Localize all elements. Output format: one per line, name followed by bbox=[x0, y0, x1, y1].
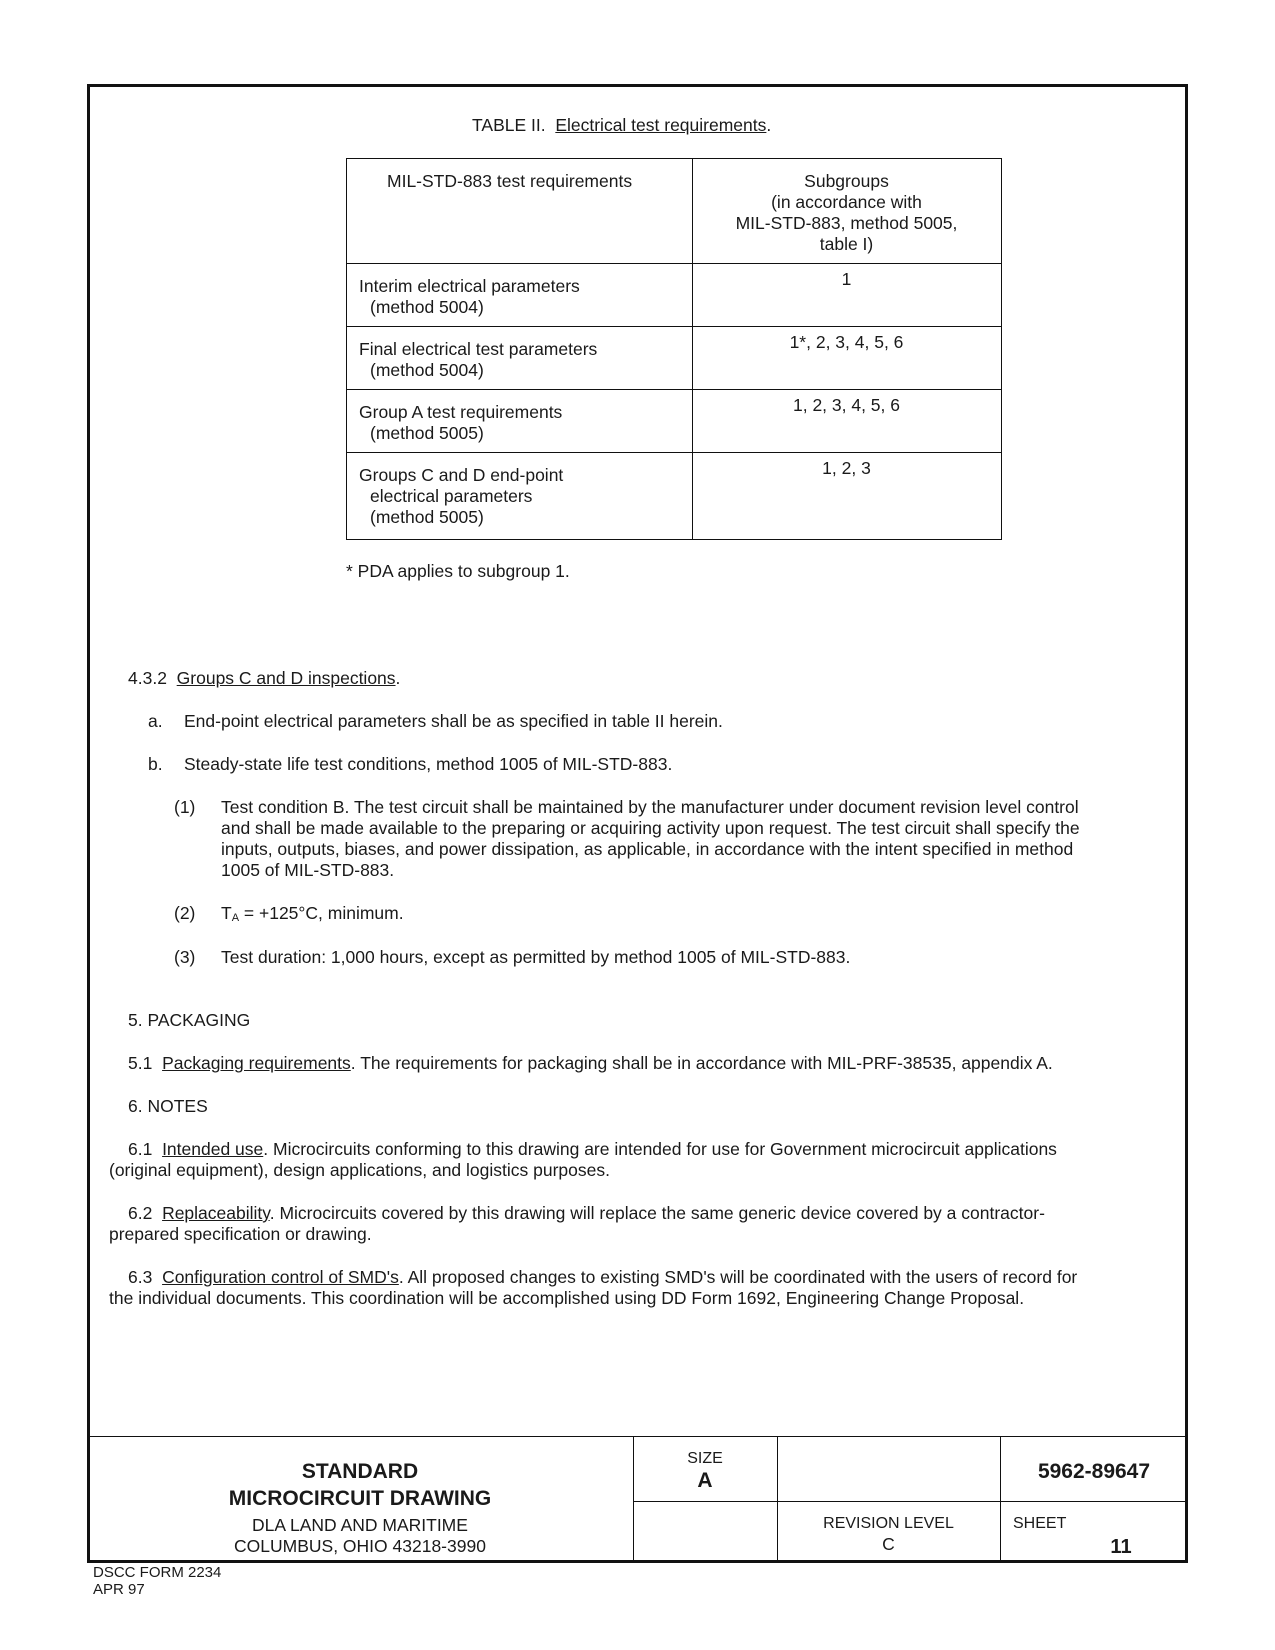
table-row-divider bbox=[347, 452, 1001, 453]
revision-label: REVISION LEVEL bbox=[823, 1515, 954, 1532]
form-number: DSCC FORM 2234 bbox=[93, 1564, 222, 1581]
row-label-line: (method 5005) bbox=[370, 507, 484, 527]
section-text: . Microcircuits covered by this drawing will replace the same generic device covered by a contractor- bbox=[269, 1203, 1045, 1223]
table-row-subgroups: 1, 2, 3, 4, 5, 6 bbox=[792, 395, 901, 415]
size-label: SIZE bbox=[687, 1450, 723, 1467]
row-label-line: Final electrical test parameters bbox=[359, 339, 598, 359]
list-item-b: Steady-state life test conditions, method 1005 of MIL-STD-883. bbox=[184, 754, 673, 774]
paragraph-line: Test condition B. The test circuit shall be maintained by the manufacturer under document revision level control bbox=[221, 797, 1079, 817]
header-right-line: Subgroups bbox=[804, 171, 889, 191]
table-row-divider bbox=[347, 389, 1001, 390]
title-block-divider bbox=[633, 1501, 1188, 1502]
paragraph-line: and shall be made available to the preparing or acquiring activity upon request. The test circuit shall specify the bbox=[221, 818, 1080, 838]
title-block-line-1: STANDARD bbox=[301, 1460, 419, 1483]
header-right-line: MIL-STD-883, method 5005, bbox=[735, 213, 958, 233]
temperature-subscript: A bbox=[231, 912, 240, 924]
section-6-3-line-1 bbox=[128, 1267, 1077, 1288]
table-row-label bbox=[359, 339, 597, 381]
temperature-symbol: T bbox=[221, 903, 232, 923]
list-item-1 bbox=[221, 797, 1161, 881]
table-row-label bbox=[359, 465, 563, 528]
list-item-2 bbox=[221, 903, 404, 929]
row-label-line: Interim electrical parameters bbox=[359, 276, 580, 296]
list-marker-2: (2) bbox=[174, 903, 196, 923]
section-number: 5.1 bbox=[128, 1053, 153, 1073]
revision-value: C bbox=[882, 1534, 895, 1554]
temperature-requirement: = +125°C, minimum. bbox=[239, 903, 404, 923]
paragraph-line: inputs, outputs, biases, and power dissipation, as applicable, in accordance with the intent specified in method bbox=[221, 839, 1074, 859]
drawing-number: 5962-89647 bbox=[1037, 1460, 1151, 1483]
list-marker-1: (1) bbox=[174, 797, 196, 817]
form-date: APR 97 bbox=[93, 1581, 145, 1598]
title-block-top-border bbox=[87, 1436, 1188, 1437]
table-caption-prefix: TABLE II. bbox=[472, 115, 546, 135]
section-6-1-line-2: (original equipment), design applications, and logistics purposes. bbox=[109, 1160, 610, 1180]
section-6-3-line-2: the individual documents. This coordination will be accomplished using DD Form 1692, Engineering Change Proposal. bbox=[109, 1288, 1025, 1308]
section-title: Configuration control of SMD's bbox=[162, 1267, 399, 1287]
section-title: Intended use bbox=[162, 1139, 264, 1159]
section-5-1-paragraph bbox=[128, 1053, 1053, 1074]
section-text: . Microcircuits conforming to this drawing are intended for use for Government microcircuit applications bbox=[263, 1139, 1057, 1159]
section-6-2-line-1 bbox=[128, 1203, 1045, 1224]
table-caption bbox=[472, 115, 771, 136]
table-row-label bbox=[359, 276, 580, 318]
paragraph-line: 1005 of MIL-STD-883. bbox=[221, 860, 395, 880]
row-label-line: Groups C and D end-point bbox=[359, 465, 564, 485]
table-row-divider bbox=[347, 326, 1001, 327]
sheet-value: 11 bbox=[1110, 1536, 1132, 1558]
table-footnote: * PDA applies to subgroup 1. bbox=[346, 561, 570, 581]
list-marker-3: (3) bbox=[174, 947, 196, 967]
section-6-2-line-2: prepared specification or drawing. bbox=[109, 1224, 372, 1244]
section-title: Groups C and D inspections bbox=[176, 668, 396, 688]
table-row-subgroups: 1 bbox=[841, 269, 852, 289]
header-right-line: table I) bbox=[819, 234, 874, 254]
row-label-line: Group A test requirements bbox=[359, 402, 563, 422]
section-text: . All proposed changes to existing SMD's will be coordinated with the users of record for bbox=[398, 1267, 1078, 1287]
table-header-left: MIL-STD-883 test requirements bbox=[387, 171, 633, 191]
row-label-line: (method 5004) bbox=[370, 297, 484, 317]
section-text: . The requirements for packaging shall be in accordance with MIL-PRF-38535, appendix A. bbox=[350, 1053, 1053, 1073]
section-6-1-line-1 bbox=[128, 1139, 1057, 1160]
title-block-line-2: MICROCIRCUIT DRAWING bbox=[228, 1487, 492, 1510]
table-row-subgroups: 1*, 2, 3, 4, 5, 6 bbox=[789, 332, 904, 352]
section-title: Packaging requirements bbox=[162, 1053, 351, 1073]
list-item-a: End-point electrical parameters shall be as specified in table II herein. bbox=[184, 711, 723, 731]
list-marker-a: a. bbox=[148, 711, 163, 731]
section-title: Replaceability bbox=[162, 1203, 270, 1223]
sheet-label: SHEET bbox=[1013, 1515, 1067, 1532]
section-number: 6.3 bbox=[128, 1267, 153, 1287]
table-row-divider bbox=[347, 263, 1001, 264]
row-label-line: (method 5005) bbox=[370, 423, 484, 443]
title-block-line-3: DLA LAND AND MARITIME bbox=[252, 1515, 468, 1535]
header-right-line: (in accordance with bbox=[771, 192, 922, 212]
table-row-label bbox=[359, 402, 562, 444]
table-caption-title: Electrical test requirements bbox=[555, 115, 767, 135]
section-6-heading: 6. NOTES bbox=[128, 1096, 208, 1116]
table-caption-suffix: . bbox=[766, 115, 772, 135]
section-4-3-2-heading: 4.3.2 Groups C and D inspections. bbox=[128, 668, 401, 688]
title-block-line-4: COLUMBUS, OHIO 43218-3990 bbox=[234, 1536, 486, 1556]
list-marker-b: b. bbox=[148, 754, 163, 774]
section-number: 6.1 bbox=[128, 1139, 153, 1159]
section-number: 4.3.2 bbox=[128, 668, 167, 688]
size-value: A bbox=[697, 1469, 713, 1492]
row-label-line: electrical parameters bbox=[370, 486, 533, 506]
title-block bbox=[87, 1436, 1188, 1563]
electrical-test-table bbox=[346, 158, 1002, 540]
section-5-heading: 5. PACKAGING bbox=[128, 1010, 251, 1030]
section-number: 6.2 bbox=[128, 1203, 153, 1223]
table-row-subgroups: 1, 2, 3 bbox=[822, 458, 871, 478]
row-label-line: (method 5004) bbox=[370, 360, 484, 380]
title-block-divider bbox=[1000, 1436, 1001, 1560]
list-item-3: Test duration: 1,000 hours, except as permitted by method 1005 of MIL-STD-883. bbox=[221, 947, 851, 967]
table-header-right bbox=[692, 171, 1001, 255]
